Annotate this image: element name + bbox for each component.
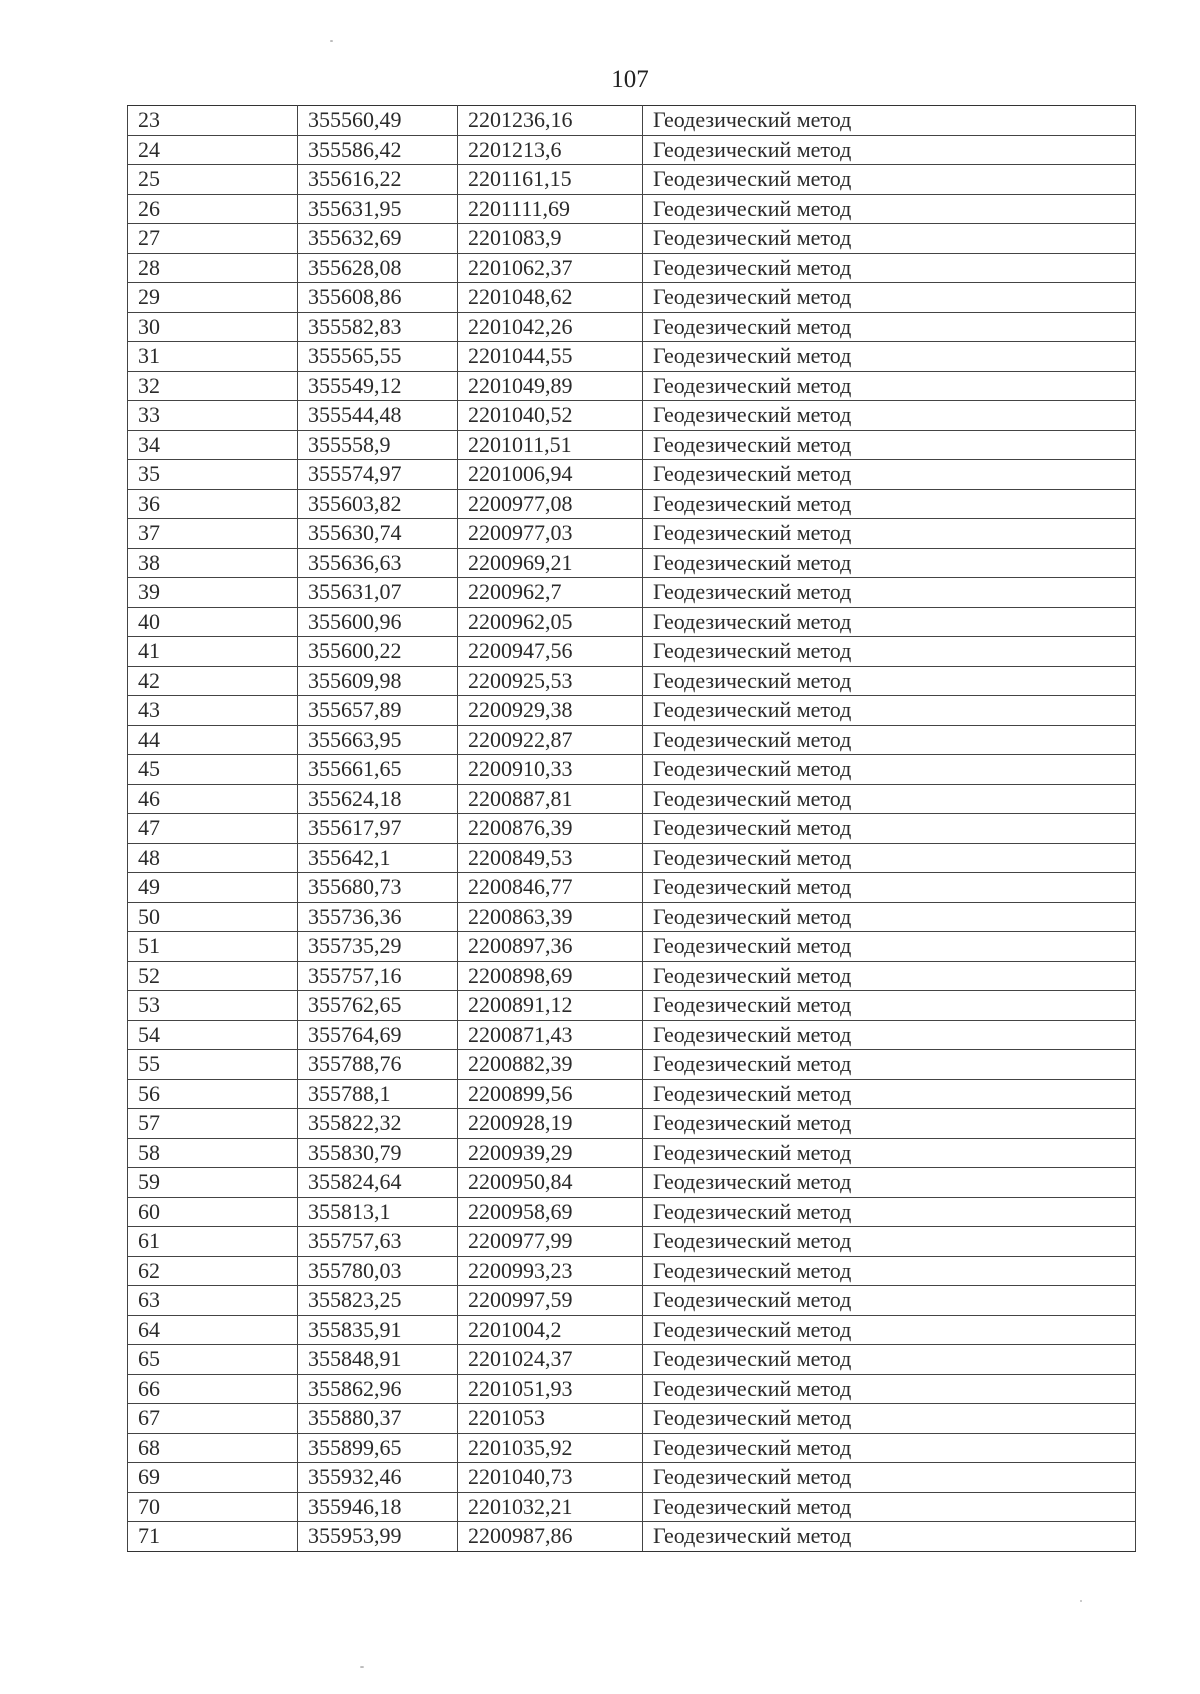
point-number-cell: 54	[128, 1020, 298, 1050]
x-coordinate-cell: 355628,08	[298, 253, 458, 283]
method-cell: Геодезический метод	[643, 224, 1136, 254]
y-coordinate-cell: 2200962,7	[458, 578, 643, 608]
point-number-cell: 45	[128, 755, 298, 785]
method-cell: Геодезический метод	[643, 1256, 1136, 1286]
point-number-cell: 50	[128, 902, 298, 932]
x-coordinate-cell: 355862,96	[298, 1374, 458, 1404]
point-number-cell: 71	[128, 1522, 298, 1552]
point-number-cell: 47	[128, 814, 298, 844]
point-number-cell: 38	[128, 548, 298, 578]
point-number-cell: 23	[128, 106, 298, 136]
table-row	[128, 1463, 1136, 1493]
x-coordinate-cell: 355630,74	[298, 519, 458, 549]
table-row	[128, 1227, 1136, 1257]
table-row	[128, 1374, 1136, 1404]
x-coordinate-cell: 355663,95	[298, 725, 458, 755]
method-cell: Геодезический метод	[643, 1138, 1136, 1168]
point-number-cell: 59	[128, 1168, 298, 1198]
x-coordinate-cell: 355680,73	[298, 873, 458, 903]
x-coordinate-cell: 355558,9	[298, 430, 458, 460]
method-cell: Геодезический метод	[643, 519, 1136, 549]
y-coordinate-cell: 2201111,69	[458, 194, 643, 224]
point-number-cell: 42	[128, 666, 298, 696]
y-coordinate-cell: 2200977,99	[458, 1227, 643, 1257]
x-coordinate-cell: 355762,65	[298, 991, 458, 1021]
table-row	[128, 1109, 1136, 1139]
point-number-cell: 66	[128, 1374, 298, 1404]
table-row	[128, 784, 1136, 814]
point-number-cell: 29	[128, 283, 298, 313]
y-coordinate-cell: 2200891,12	[458, 991, 643, 1021]
method-cell: Геодезический метод	[643, 784, 1136, 814]
coordinates-table-body	[128, 106, 1136, 1552]
x-coordinate-cell: 355822,32	[298, 1109, 458, 1139]
y-coordinate-cell: 2200898,69	[458, 961, 643, 991]
table-row	[128, 135, 1136, 165]
y-coordinate-cell: 2201053	[458, 1404, 643, 1434]
table-row	[128, 1256, 1136, 1286]
method-cell: Геодезический метод	[643, 932, 1136, 962]
y-coordinate-cell: 2201040,73	[458, 1463, 643, 1493]
point-number-cell: 43	[128, 696, 298, 726]
method-cell: Геодезический метод	[643, 460, 1136, 490]
table-row	[128, 1315, 1136, 1345]
method-cell: Геодезический метод	[643, 401, 1136, 431]
y-coordinate-cell: 2201011,51	[458, 430, 643, 460]
point-number-cell: 68	[128, 1433, 298, 1463]
point-number-cell: 35	[128, 460, 298, 490]
method-cell: Геодезический метод	[643, 902, 1136, 932]
table-row	[128, 578, 1136, 608]
point-number-cell: 36	[128, 489, 298, 519]
method-cell: Геодезический метод	[643, 371, 1136, 401]
y-coordinate-cell: 2201213,6	[458, 135, 643, 165]
point-number-cell: 70	[128, 1492, 298, 1522]
x-coordinate-cell: 355813,1	[298, 1197, 458, 1227]
x-coordinate-cell: 355582,83	[298, 312, 458, 342]
x-coordinate-cell: 355657,89	[298, 696, 458, 726]
x-coordinate-cell: 355823,25	[298, 1286, 458, 1316]
method-cell: Геодезический метод	[643, 312, 1136, 342]
x-coordinate-cell: 355788,1	[298, 1079, 458, 1109]
x-coordinate-cell: 355544,48	[298, 401, 458, 431]
x-coordinate-cell: 355736,36	[298, 902, 458, 932]
y-coordinate-cell: 2200882,39	[458, 1050, 643, 1080]
table-row	[128, 873, 1136, 903]
table-row	[128, 283, 1136, 313]
y-coordinate-cell: 2200950,84	[458, 1168, 643, 1198]
x-coordinate-cell: 355835,91	[298, 1315, 458, 1345]
x-coordinate-cell: 355788,76	[298, 1050, 458, 1080]
y-coordinate-cell: 2201004,2	[458, 1315, 643, 1345]
point-number-cell: 33	[128, 401, 298, 431]
method-cell: Геодезический метод	[643, 1315, 1136, 1345]
table-row	[128, 1522, 1136, 1552]
method-cell: Геодезический метод	[643, 548, 1136, 578]
point-number-cell: 28	[128, 253, 298, 283]
y-coordinate-cell: 2201051,93	[458, 1374, 643, 1404]
method-cell: Геодезический метод	[643, 342, 1136, 372]
point-number-cell: 40	[128, 607, 298, 637]
table-row	[128, 371, 1136, 401]
y-coordinate-cell: 2201049,89	[458, 371, 643, 401]
y-coordinate-cell: 2201048,62	[458, 283, 643, 313]
table-row	[128, 1020, 1136, 1050]
method-cell: Геодезический метод	[643, 1050, 1136, 1080]
point-number-cell: 65	[128, 1345, 298, 1375]
x-coordinate-cell: 355946,18	[298, 1492, 458, 1522]
x-coordinate-cell: 355565,55	[298, 342, 458, 372]
point-number-cell: 41	[128, 637, 298, 667]
y-coordinate-cell: 2201024,37	[458, 1345, 643, 1375]
method-cell: Геодезический метод	[643, 873, 1136, 903]
point-number-cell: 67	[128, 1404, 298, 1434]
x-coordinate-cell: 355617,97	[298, 814, 458, 844]
y-coordinate-cell: 2200899,56	[458, 1079, 643, 1109]
point-number-cell: 31	[128, 342, 298, 372]
point-number-cell: 25	[128, 165, 298, 195]
table-row	[128, 312, 1136, 342]
y-coordinate-cell: 2200910,33	[458, 755, 643, 785]
method-cell: Геодезический метод	[643, 194, 1136, 224]
method-cell: Геодезический метод	[643, 725, 1136, 755]
x-coordinate-cell: 355600,22	[298, 637, 458, 667]
table-row	[128, 725, 1136, 755]
y-coordinate-cell: 2200977,03	[458, 519, 643, 549]
method-cell: Геодезический метод	[643, 1463, 1136, 1493]
y-coordinate-cell: 2201044,55	[458, 342, 643, 372]
x-coordinate-cell: 355899,65	[298, 1433, 458, 1463]
method-cell: Геодезический метод	[643, 1374, 1136, 1404]
x-coordinate-cell: 355609,98	[298, 666, 458, 696]
method-cell: Геодезический метод	[643, 1522, 1136, 1552]
point-number-cell: 24	[128, 135, 298, 165]
x-coordinate-cell: 355549,12	[298, 371, 458, 401]
y-coordinate-cell: 2201062,37	[458, 253, 643, 283]
table-row	[128, 1286, 1136, 1316]
method-cell: Геодезический метод	[643, 489, 1136, 519]
x-coordinate-cell: 355608,86	[298, 283, 458, 313]
y-coordinate-cell: 2200849,53	[458, 843, 643, 873]
x-coordinate-cell: 355603,82	[298, 489, 458, 519]
page-number: 107	[611, 66, 649, 93]
point-number-cell: 39	[128, 578, 298, 608]
x-coordinate-cell: 355780,03	[298, 1256, 458, 1286]
x-coordinate-cell: 355642,1	[298, 843, 458, 873]
x-coordinate-cell: 355636,63	[298, 548, 458, 578]
table-row	[128, 1404, 1136, 1434]
x-coordinate-cell: 355586,42	[298, 135, 458, 165]
table-row	[128, 460, 1136, 490]
y-coordinate-cell: 2200962,05	[458, 607, 643, 637]
point-number-cell: 57	[128, 1109, 298, 1139]
y-coordinate-cell: 2200846,77	[458, 873, 643, 903]
method-cell: Геодезический метод	[643, 165, 1136, 195]
method-cell: Геодезический метод	[643, 1492, 1136, 1522]
method-cell: Геодезический метод	[643, 1197, 1136, 1227]
x-coordinate-cell: 355574,97	[298, 460, 458, 490]
scan-speck	[330, 40, 333, 42]
point-number-cell: 34	[128, 430, 298, 460]
point-number-cell: 49	[128, 873, 298, 903]
y-coordinate-cell: 2201236,16	[458, 106, 643, 136]
point-number-cell: 60	[128, 1197, 298, 1227]
method-cell: Геодезический метод	[643, 1168, 1136, 1198]
x-coordinate-cell: 355830,79	[298, 1138, 458, 1168]
x-coordinate-cell: 355624,18	[298, 784, 458, 814]
table-row	[128, 902, 1136, 932]
table-row	[128, 165, 1136, 195]
table-row	[128, 991, 1136, 1021]
method-cell: Геодезический метод	[643, 253, 1136, 283]
method-cell: Геодезический метод	[643, 1020, 1136, 1050]
y-coordinate-cell: 2200928,19	[458, 1109, 643, 1139]
y-coordinate-cell: 2200969,21	[458, 548, 643, 578]
table-row	[128, 1138, 1136, 1168]
point-number-cell: 56	[128, 1079, 298, 1109]
x-coordinate-cell: 355880,37	[298, 1404, 458, 1434]
coordinates-table	[127, 105, 1136, 1552]
table-row	[128, 1168, 1136, 1198]
point-number-cell: 26	[128, 194, 298, 224]
y-coordinate-cell: 2201040,52	[458, 401, 643, 431]
method-cell: Геодезический метод	[643, 696, 1136, 726]
y-coordinate-cell: 2200958,69	[458, 1197, 643, 1227]
x-coordinate-cell: 355560,49	[298, 106, 458, 136]
method-cell: Геодезический метод	[643, 666, 1136, 696]
method-cell: Геодезический метод	[643, 991, 1136, 1021]
y-coordinate-cell: 2200929,38	[458, 696, 643, 726]
method-cell: Геодезический метод	[643, 1286, 1136, 1316]
method-cell: Геодезический метод	[643, 430, 1136, 460]
method-cell: Геодезический метод	[643, 843, 1136, 873]
x-coordinate-cell: 355632,69	[298, 224, 458, 254]
table-row	[128, 814, 1136, 844]
method-cell: Геодезический метод	[643, 1404, 1136, 1434]
x-coordinate-cell: 355661,65	[298, 755, 458, 785]
y-coordinate-cell: 2201083,9	[458, 224, 643, 254]
table-row	[128, 106, 1136, 136]
table-row	[128, 401, 1136, 431]
point-number-cell: 58	[128, 1138, 298, 1168]
point-number-cell: 63	[128, 1286, 298, 1316]
method-cell: Геодезический метод	[643, 578, 1136, 608]
x-coordinate-cell: 355616,22	[298, 165, 458, 195]
y-coordinate-cell: 2200925,53	[458, 666, 643, 696]
method-cell: Геодезический метод	[643, 607, 1136, 637]
table-row	[128, 696, 1136, 726]
method-cell: Геодезический метод	[643, 1079, 1136, 1109]
point-number-cell: 46	[128, 784, 298, 814]
y-coordinate-cell: 2201161,15	[458, 165, 643, 195]
method-cell: Геодезический метод	[643, 961, 1136, 991]
y-coordinate-cell: 2201032,21	[458, 1492, 643, 1522]
table-row	[128, 1433, 1136, 1463]
point-number-cell: 44	[128, 725, 298, 755]
table-row	[128, 666, 1136, 696]
point-number-cell: 55	[128, 1050, 298, 1080]
y-coordinate-cell: 2200997,59	[458, 1286, 643, 1316]
method-cell: Геодезический метод	[643, 135, 1136, 165]
method-cell: Геодезический метод	[643, 1227, 1136, 1257]
y-coordinate-cell: 2201042,26	[458, 312, 643, 342]
y-coordinate-cell: 2200887,81	[458, 784, 643, 814]
method-cell: Геодезический метод	[643, 283, 1136, 313]
table-row	[128, 489, 1136, 519]
y-coordinate-cell: 2201006,94	[458, 460, 643, 490]
table-row	[128, 932, 1136, 962]
table-row	[128, 430, 1136, 460]
table-row	[128, 224, 1136, 254]
table-row	[128, 342, 1136, 372]
table-row	[128, 843, 1136, 873]
scan-speck	[360, 1666, 364, 1668]
x-coordinate-cell: 355764,69	[298, 1020, 458, 1050]
table-row	[128, 1345, 1136, 1375]
y-coordinate-cell: 2201035,92	[458, 1433, 643, 1463]
method-cell: Геодезический метод	[643, 1345, 1136, 1375]
table-row	[128, 607, 1136, 637]
method-cell: Геодезический метод	[643, 106, 1136, 136]
point-number-cell: 62	[128, 1256, 298, 1286]
table-row	[128, 1197, 1136, 1227]
method-cell: Геодезический метод	[643, 1109, 1136, 1139]
y-coordinate-cell: 2200947,56	[458, 637, 643, 667]
y-coordinate-cell: 2200876,39	[458, 814, 643, 844]
y-coordinate-cell: 2200993,23	[458, 1256, 643, 1286]
x-coordinate-cell: 355631,07	[298, 578, 458, 608]
table-row	[128, 194, 1136, 224]
scan-speck	[1080, 1600, 1082, 1602]
point-number-cell: 48	[128, 843, 298, 873]
point-number-cell: 69	[128, 1463, 298, 1493]
x-coordinate-cell: 355735,29	[298, 932, 458, 962]
y-coordinate-cell: 2200897,36	[458, 932, 643, 962]
method-cell: Геодезический метод	[643, 637, 1136, 667]
table-row	[128, 548, 1136, 578]
y-coordinate-cell: 2200987,86	[458, 1522, 643, 1552]
table-row	[128, 519, 1136, 549]
x-coordinate-cell: 355824,64	[298, 1168, 458, 1198]
table-row	[128, 1050, 1136, 1080]
y-coordinate-cell: 2200863,39	[458, 902, 643, 932]
x-coordinate-cell: 355757,16	[298, 961, 458, 991]
x-coordinate-cell: 355757,63	[298, 1227, 458, 1257]
x-coordinate-cell: 355600,96	[298, 607, 458, 637]
y-coordinate-cell: 2200922,87	[458, 725, 643, 755]
x-coordinate-cell: 355932,46	[298, 1463, 458, 1493]
table-row	[128, 1492, 1136, 1522]
table-row	[128, 253, 1136, 283]
table-row	[128, 755, 1136, 785]
point-number-cell: 52	[128, 961, 298, 991]
y-coordinate-cell: 2200871,43	[458, 1020, 643, 1050]
point-number-cell: 51	[128, 932, 298, 962]
table-row	[128, 961, 1136, 991]
point-number-cell: 53	[128, 991, 298, 1021]
point-number-cell: 64	[128, 1315, 298, 1345]
method-cell: Геодезический метод	[643, 755, 1136, 785]
x-coordinate-cell: 355631,95	[298, 194, 458, 224]
point-number-cell: 30	[128, 312, 298, 342]
point-number-cell: 27	[128, 224, 298, 254]
y-coordinate-cell: 2200977,08	[458, 489, 643, 519]
table-row	[128, 637, 1136, 667]
x-coordinate-cell: 355953,99	[298, 1522, 458, 1552]
point-number-cell: 37	[128, 519, 298, 549]
point-number-cell: 61	[128, 1227, 298, 1257]
point-number-cell: 32	[128, 371, 298, 401]
method-cell: Геодезический метод	[643, 1433, 1136, 1463]
y-coordinate-cell: 2200939,29	[458, 1138, 643, 1168]
method-cell: Геодезический метод	[643, 814, 1136, 844]
x-coordinate-cell: 355848,91	[298, 1345, 458, 1375]
table-row	[128, 1079, 1136, 1109]
